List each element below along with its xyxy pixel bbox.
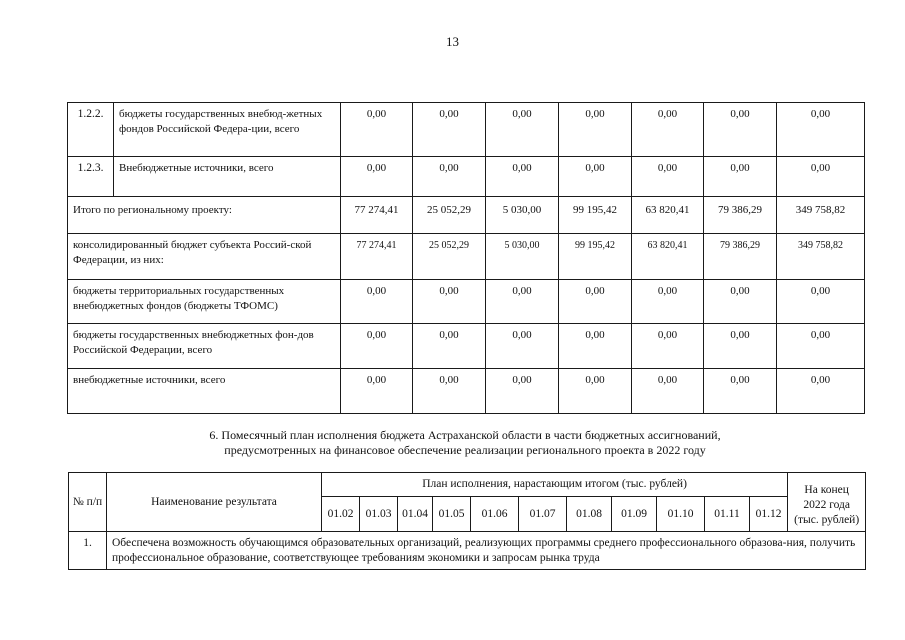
value-cell: 0,00 [777,369,865,414]
table-row [68,197,865,234]
month-header: 01.06 [471,497,519,532]
value-cell: 0,00 [559,103,632,157]
value-cell: 0,00 [559,280,632,324]
value-cell: 0,00 [559,157,632,197]
row-number: 1. [69,532,107,570]
month-header: 01.03 [360,497,398,532]
value-cell: 0,00 [559,369,632,414]
year-end-line: 2022 года [803,498,850,511]
value-cell: 99 195,42 [559,197,632,234]
value-cell: 0,00 [341,324,413,369]
value-cell: 0,00 [413,157,486,197]
value-cell: 79 386,29 [704,234,777,280]
month-header: 01.12 [750,497,788,532]
row-label: бюджеты государственных внебюджетных фон-дов Российской Федерации, всего [68,324,341,369]
row-label: бюджеты государственных внебюд-жетных фондов Российской Федера-ции, всего [114,103,341,157]
result-text: Обеспечена возможность обучающимся образовательных организаций, реализующих программы среднего профессионального образова-ния, получить профессиональное образование, соответствующее требованиям экономики и запросам рынка труда [107,532,866,570]
row-label: бюджеты территориальных государственных внебюджетных фондов (бюджеты ТФОМС) [68,280,341,324]
value-cell: 0,00 [704,324,777,369]
value-cell: 0,00 [486,103,559,157]
row-label: консолидированный бюджет субъекта Россий-ской Федерации, из них: [68,234,341,280]
value-cell: 25 052,29 [413,234,486,280]
value-cell: 63 820,41 [632,234,704,280]
header-row [69,473,866,497]
value-cell: 0,00 [486,369,559,414]
value-cell: 0,00 [777,157,865,197]
table-row [68,234,865,280]
row-label: Внебюджетные источники, всего [114,157,341,197]
value-cell: 0,00 [486,157,559,197]
row-label: Итого по региональному проекту: [68,197,341,234]
budget-table [67,102,865,414]
value-cell: 0,00 [777,324,865,369]
row-number: 1.2.3. [68,157,114,197]
value-cell: 0,00 [413,103,486,157]
value-cell: 0,00 [632,103,704,157]
month-header: 01.11 [705,497,750,532]
value-cell: 0,00 [632,324,704,369]
month-header: 01.05 [433,497,471,532]
table-row [69,532,866,570]
column-header-number: № п/п [69,473,107,532]
column-header-plan: План исполнения, нарастающим итогом (тыс. рублей) [322,473,788,497]
table-row [68,280,865,324]
column-header-year-end [788,473,866,532]
table-row [68,157,865,197]
column-header-name: Наименование результата [107,473,322,532]
section-heading-line: предусмотренных на финансовое обеспечение реализации регионального проекта в 2022 году [224,443,706,457]
value-cell: 0,00 [341,280,413,324]
value-cell: 0,00 [632,157,704,197]
value-cell: 5 030,00 [486,234,559,280]
monthly-plan-table [68,472,866,570]
year-end-line: (тыс. рублей) [794,513,860,526]
value-cell: 349 758,82 [777,234,865,280]
table-row [68,324,865,369]
value-cell: 0,00 [341,369,413,414]
month-header: 01.10 [657,497,705,532]
month-header: 01.04 [398,497,433,532]
section-heading [100,428,830,458]
value-cell: 5 030,00 [486,197,559,234]
value-cell: 79 386,29 [704,197,777,234]
value-cell: 0,00 [704,157,777,197]
value-cell: 0,00 [341,103,413,157]
value-cell: 0,00 [559,324,632,369]
row-label: внебюджетные источники, всего [68,369,341,414]
month-header: 01.02 [322,497,360,532]
value-cell: 349 758,82 [777,197,865,234]
month-header: 01.08 [567,497,612,532]
value-cell: 0,00 [486,324,559,369]
value-cell: 0,00 [486,280,559,324]
month-header: 01.07 [519,497,567,532]
year-end-line: На конец [804,483,849,496]
value-cell: 0,00 [704,369,777,414]
page-number: 13 [446,34,459,49]
value-cell: 0,00 [777,280,865,324]
value-cell: 25 052,29 [413,197,486,234]
value-cell: 0,00 [704,280,777,324]
value-cell: 63 820,41 [632,197,704,234]
value-cell: 0,00 [413,369,486,414]
value-cell: 0,00 [777,103,865,157]
month-header: 01.09 [612,497,657,532]
table-row [68,103,865,157]
table-row [68,369,865,414]
value-cell: 0,00 [413,280,486,324]
value-cell: 0,00 [341,157,413,197]
value-cell: 0,00 [704,103,777,157]
value-cell: 77 274,41 [341,197,413,234]
section-heading-line: 6. Помесячный план исполнения бюджета Астраханской области в части бюджетных ассигнований, [209,428,721,442]
value-cell: 77 274,41 [341,234,413,280]
row-number: 1.2.2. [68,103,114,157]
value-cell: 0,00 [413,324,486,369]
value-cell: 99 195,42 [559,234,632,280]
value-cell: 0,00 [632,280,704,324]
value-cell: 0,00 [632,369,704,414]
